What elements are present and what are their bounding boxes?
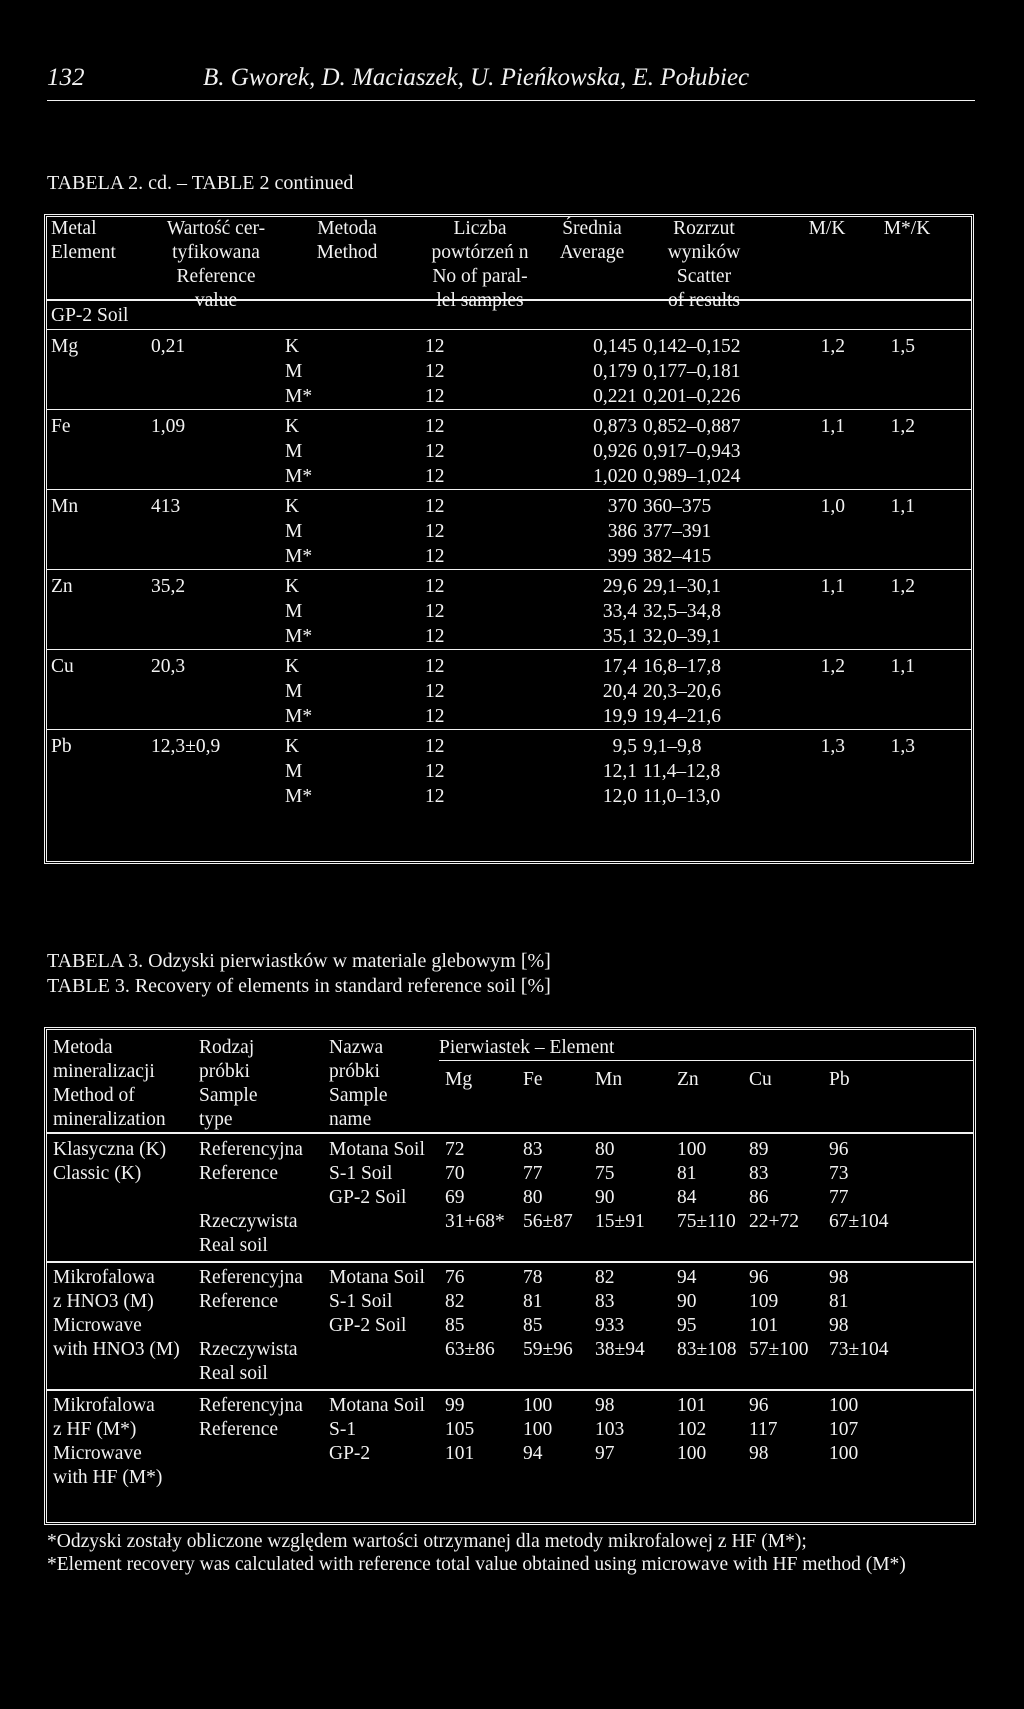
table3-value: 98 [829, 1315, 849, 1336]
table3-value: 76 [445, 1267, 465, 1288]
table2-count: 12 [425, 416, 445, 437]
table2-scatter: 360–375 [643, 496, 712, 517]
table2-scatter: 0,142–0,152 [643, 336, 741, 357]
table2-header-metal-line: Metal [51, 218, 97, 239]
table3-value: 107 [829, 1419, 859, 1440]
table2-header-count-line: lel samples [436, 290, 524, 311]
table2-metal: Fe [51, 416, 71, 437]
table2-header-method-line: Method [316, 242, 378, 263]
table2-method: M [285, 441, 303, 462]
table2-header-average-line: Średnia [562, 218, 622, 239]
table2-average: 12,0 [602, 786, 637, 807]
table2-msk: 1,2 [890, 576, 915, 597]
table2-mk: 1,1 [820, 576, 845, 597]
table2-count: 12 [425, 601, 445, 622]
table3-value: 103 [595, 1419, 625, 1440]
table2-average: 399 [607, 546, 637, 567]
table3-sample-type: Real soil [199, 1235, 268, 1256]
table3-value: 70 [445, 1163, 465, 1184]
table3-value: 38±94 [595, 1339, 645, 1360]
footnote [47, 1530, 987, 1576]
table2-header-reference-line: tyfikowana [172, 242, 260, 263]
table3-header-element: Mg [445, 1069, 473, 1090]
table3-value: 75 [595, 1163, 615, 1184]
table2-header-method-line: Metoda [317, 218, 377, 239]
table3-sample-type: Reference [199, 1163, 279, 1184]
table3-value: 96 [829, 1139, 849, 1160]
table2-count: 12 [425, 466, 445, 487]
table2-scatter: 0,917–0,943 [643, 441, 741, 462]
page-number: 132 [47, 64, 85, 91]
table2-scatter: 0,852–0,887 [643, 416, 741, 437]
table2-mk: 1,1 [820, 416, 845, 437]
table3-value: 77 [523, 1163, 543, 1184]
table3-sample-type: Referencyjna [199, 1139, 303, 1160]
table3-header-name-line: Nazwa [329, 1037, 384, 1058]
footnote-pl: *Odzyski zostały obliczone względem wartości otrzymanej dla metody mikrofalowej z HF (M*); [47, 1531, 807, 1552]
table2-method: M [285, 361, 303, 382]
table3-sample-type: Rzeczywista [199, 1211, 298, 1232]
table2-method: M* [285, 466, 313, 487]
table3-sample-name: S-1 [329, 1419, 357, 1440]
table3-sample-name: Motana Soil [329, 1267, 425, 1288]
table2-average: 12,1 [602, 761, 637, 782]
table2-header-reference-line: Reference [176, 266, 256, 287]
footnote-en: *Element recovery was calculated with reference total value obtained using microwave with HF method (M*) [47, 1554, 906, 1575]
table2-count: 12 [425, 521, 445, 542]
table2-count: 12 [425, 656, 445, 677]
table2-mk: 1,3 [820, 736, 845, 757]
table2-msk: 1,2 [890, 416, 915, 437]
table3-value: 80 [523, 1187, 543, 1208]
table2-method: K [285, 656, 300, 677]
table2-scatter: 382–415 [643, 546, 712, 567]
table3-value: 94 [523, 1443, 543, 1464]
table3-value: 72 [445, 1139, 465, 1160]
table3-value: 90 [677, 1291, 697, 1312]
table2-method: M [285, 601, 303, 622]
table2-soil-label: GP-2 Soil [51, 305, 129, 326]
table3-header-method-line: Method of [53, 1085, 135, 1106]
table3-header-type-line: Rodzaj [199, 1037, 255, 1058]
table2-scatter: 29,1–30,1 [643, 576, 721, 597]
table3-value: 63±86 [445, 1339, 495, 1360]
table2-scatter: 11,4–12,8 [643, 761, 721, 782]
table2 [44, 214, 974, 864]
table3-value: 100 [677, 1443, 707, 1464]
table2-reference-value: 413 [151, 496, 181, 517]
table2-average: 29,6 [602, 576, 637, 597]
table2-header-scatter-line: Scatter [676, 266, 732, 287]
table2-msk: 1,5 [890, 336, 915, 357]
table2-header-average-line: Average [559, 242, 625, 263]
table2-average: 19,9 [602, 706, 637, 727]
table3-value: 99 [445, 1395, 465, 1416]
table3-sample-name: GP-2 [329, 1443, 371, 1464]
table2-mk: 1,2 [820, 336, 845, 357]
table2-caption: TABELA 2. cd. – TABLE 2 continued [47, 172, 354, 194]
table2-group-rule [47, 409, 971, 410]
table2-reference-value: 0,21 [151, 336, 186, 357]
table2-reference-value: 12,3±0,9 [151, 736, 221, 757]
table3-value: 83 [523, 1139, 543, 1160]
table2-scatter: 0,989–1,024 [643, 466, 741, 487]
table2-header-mk: M/K [808, 218, 846, 239]
table3-sample-type: Referencyjna [199, 1267, 303, 1288]
table3-value: 933 [595, 1315, 625, 1336]
table3-value: 82 [595, 1267, 615, 1288]
table2-average: 0,873 [593, 416, 637, 437]
table2-header-rule [47, 299, 971, 301]
table2-group-rule [47, 569, 971, 570]
table3-value: 85 [523, 1315, 543, 1336]
table2-metal: Zn [51, 576, 73, 597]
table2-count: 12 [425, 336, 445, 357]
table3-value: 100 [829, 1395, 859, 1416]
table2-method: M [285, 521, 303, 542]
table3-value: 82 [445, 1291, 465, 1312]
table2-method: K [285, 736, 300, 757]
table3-value: 89 [749, 1139, 769, 1160]
table2-header-count-line: No of paral- [432, 266, 528, 287]
table3-method-line: z HNO3 (M) [53, 1291, 154, 1312]
table3-value: 78 [523, 1267, 543, 1288]
table2-count: 12 [425, 626, 445, 647]
table3-value: 105 [445, 1419, 475, 1440]
table2-mk: 1,2 [820, 656, 845, 677]
table3-method-line: Microwave [53, 1443, 142, 1464]
table2-header-count-line: Liczba [453, 218, 507, 239]
table3-header-name-line: Sample [329, 1085, 388, 1106]
table3-value: 56±87 [523, 1211, 573, 1232]
table3-sample-name: GP-2 Soil [329, 1315, 407, 1336]
table3-sample-type: Real soil [199, 1363, 268, 1384]
table3-header-name-line: próbki [329, 1061, 380, 1082]
table3-value: 15±91 [595, 1211, 645, 1232]
table3-header-element: Zn [677, 1069, 699, 1090]
table3 [44, 1027, 976, 1525]
table2-count: 12 [425, 441, 445, 462]
table3-value: 94 [677, 1267, 697, 1288]
table3-value: 96 [749, 1267, 769, 1288]
table2-scatter: 9,1–9,8 [643, 736, 702, 757]
table2-average: 0,145 [593, 336, 637, 357]
table3-method-line: with HNO3 (M) [53, 1339, 180, 1360]
table3-header-name-line: name [329, 1109, 372, 1130]
table3-header-element: Pb [829, 1069, 850, 1090]
table2-msk: 1,1 [890, 656, 915, 677]
table3-value: 95 [677, 1315, 697, 1336]
table2-method: M* [285, 786, 313, 807]
table2-header-scatter-line: of results [667, 290, 741, 311]
table3-value: 96 [749, 1395, 769, 1416]
table3-sample-name: Motana Soil [329, 1395, 425, 1416]
table3-header-method-line: mineralization [53, 1109, 166, 1130]
table2-method: K [285, 576, 300, 597]
table2-group-rule [47, 649, 971, 650]
table3-header-type-line: próbki [199, 1061, 250, 1082]
table3-header-element-group: Pierwiastek – Element [439, 1037, 615, 1058]
running-header [47, 64, 975, 104]
table3-sample-name: S-1 Soil [329, 1291, 393, 1312]
table2-method: M* [285, 386, 313, 407]
table2-header-count-line: powtórzeń n [431, 242, 529, 263]
table2-count: 12 [425, 386, 445, 407]
table3-method-line: Mikrofalowa [53, 1395, 155, 1416]
table3-value: 98 [595, 1395, 615, 1416]
table2-method: M [285, 761, 303, 782]
table2-scatter: 377–391 [643, 521, 712, 542]
table3-method-line: Microwave [53, 1315, 142, 1336]
table2-soil-rule [47, 329, 971, 330]
table3-value: 81 [829, 1291, 849, 1312]
table3-sample-name: GP-2 Soil [329, 1187, 407, 1208]
table3-value: 101 [677, 1395, 707, 1416]
table2-metal: Pb [51, 736, 72, 757]
table2-scatter: 11,0–13,0 [643, 786, 721, 807]
table2-count: 12 [425, 761, 445, 782]
table3-value: 83±108 [677, 1339, 737, 1360]
table3-value: 100 [829, 1443, 859, 1464]
table3-sample-name: Motana Soil [329, 1139, 425, 1160]
table2-count: 12 [425, 361, 445, 382]
table3-value: 100 [677, 1139, 707, 1160]
table3-value: 69 [445, 1187, 465, 1208]
table2-header-scatter-line: Rozrzut [673, 218, 735, 239]
table3-header-element: Cu [749, 1069, 772, 1090]
table2-scatter: 32,0–39,1 [643, 626, 721, 647]
table2-group-rule [47, 489, 971, 490]
table3-value: 67±104 [829, 1211, 889, 1232]
table3-block-rule [47, 1261, 973, 1263]
table2-scatter: 0,177–0,181 [643, 361, 741, 382]
table2-average: 0,179 [593, 361, 637, 382]
table3-value: 109 [749, 1291, 779, 1312]
table3-value: 83 [595, 1291, 615, 1312]
table3-method-line: z HF (M*) [53, 1419, 137, 1440]
table3-value: 81 [677, 1163, 697, 1184]
table2-header-metal-line: Element [51, 242, 116, 263]
table3-header-rule [47, 1132, 973, 1134]
table3-sample-type: Reference [199, 1419, 279, 1440]
table3-value: 73 [829, 1163, 849, 1184]
table2-group-rule [47, 729, 971, 730]
table3-value: 102 [677, 1419, 707, 1440]
table2-msk: 1,1 [890, 496, 915, 517]
table2-count: 12 [425, 546, 445, 567]
table3-value: 98 [829, 1267, 849, 1288]
table3-value: 101 [749, 1315, 779, 1336]
table2-scatter: 0,201–0,226 [643, 386, 741, 407]
table2-average: 1,020 [593, 466, 637, 487]
table3-value: 84 [677, 1187, 697, 1208]
table2-count: 12 [425, 576, 445, 597]
table3-method-line: Classic (K) [53, 1163, 142, 1184]
table2-method: M* [285, 626, 313, 647]
table3-header-type-line: type [199, 1109, 233, 1130]
table3-caption-en: TABLE 3. Recovery of elements in standard reference soil [%] [47, 975, 551, 997]
table3-value: 83 [749, 1163, 769, 1184]
table2-average: 0,926 [593, 441, 637, 462]
table2-method: K [285, 336, 300, 357]
table3-value: 81 [523, 1291, 543, 1312]
table3-value: 97 [595, 1443, 615, 1464]
table2-metal: Mn [51, 496, 79, 517]
table3-value: 77 [829, 1187, 849, 1208]
table3-sample-type: Rzeczywista [199, 1339, 298, 1360]
table3-value: 31+68* [445, 1211, 505, 1232]
table3-element-group-rule [439, 1060, 973, 1061]
table2-average: 35,1 [602, 626, 637, 647]
table2-header-reference-line: Wartość cer- [166, 218, 266, 239]
table2-metal: Cu [51, 656, 74, 677]
table2-average: 370 [607, 496, 637, 517]
table3-method-line: Mikrofalowa [53, 1267, 155, 1288]
table3-value: 75±110 [677, 1211, 736, 1232]
table2-method: M [285, 681, 303, 702]
table2-header-reference-line: value [194, 290, 238, 311]
table3-value: 80 [595, 1139, 615, 1160]
table2-reference-value: 35,2 [151, 576, 186, 597]
table3-method-line: with HF (M*) [53, 1467, 163, 1488]
table2-count: 12 [425, 496, 445, 517]
header-rule [47, 100, 975, 101]
table3-value: 117 [749, 1419, 778, 1440]
table2-scatter: 20,3–20,6 [643, 681, 721, 702]
table2-scatter: 32,5–34,8 [643, 601, 721, 622]
table2-average: 9,5 [612, 736, 637, 757]
table3-value: 85 [445, 1315, 465, 1336]
table3-value: 100 [523, 1419, 553, 1440]
table3-value: 86 [749, 1187, 769, 1208]
table3-value: 98 [749, 1443, 769, 1464]
table3-header-element: Mn [595, 1069, 623, 1090]
table2-count: 12 [425, 681, 445, 702]
table3-header-method-line: mineralizacji [53, 1061, 155, 1082]
table3-header-method-line: Metoda [53, 1037, 113, 1058]
table2-average: 0,221 [593, 386, 637, 407]
table3-header-element: Fe [523, 1069, 543, 1090]
table2-count: 12 [425, 736, 445, 757]
table2-average: 17,4 [602, 656, 637, 677]
table3-sample-type: Reference [199, 1291, 279, 1312]
table2-scatter: 16,8–17,8 [643, 656, 721, 677]
table2-reference-value: 20,3 [151, 656, 186, 677]
table3-value: 57±100 [749, 1339, 809, 1360]
table2-mk: 1,0 [820, 496, 845, 517]
table2-header-scatter-line: wyników [667, 242, 741, 263]
table3-header-type-line: Sample [199, 1085, 258, 1106]
table3-sample-name: S-1 Soil [329, 1163, 393, 1184]
table3-value: 22+72 [749, 1211, 799, 1232]
table2-count: 12 [425, 786, 445, 807]
table3-value: 90 [595, 1187, 615, 1208]
table3-value: 101 [445, 1443, 475, 1464]
table2-scatter: 19,4–21,6 [643, 706, 721, 727]
table3-block-rule [47, 1389, 973, 1391]
table2-method: K [285, 416, 300, 437]
table3-value: 73±104 [829, 1339, 889, 1360]
table2-metal: Mg [51, 336, 79, 357]
authors: B. Gworek, D. Maciaszek, U. Pieńkowska, E. Połubiec [203, 64, 750, 91]
table3-value: 100 [523, 1395, 553, 1416]
table2-msk: 1,3 [890, 736, 915, 757]
table2-method: M* [285, 546, 313, 567]
table2-method: M* [285, 706, 313, 727]
table3-value: 59±96 [523, 1339, 573, 1360]
table2-count: 12 [425, 706, 445, 727]
table2-header-msk: M*/K [883, 218, 931, 239]
table3-method-line: Klasyczna (K) [53, 1139, 167, 1160]
table2-average: 20,4 [602, 681, 637, 702]
table2-method: K [285, 496, 300, 517]
table3-caption-pl: TABELA 3. Odzyski pierwiastków w materiale glebowym [%] [47, 950, 551, 972]
table2-average: 386 [607, 521, 637, 542]
table3-sample-type: Referencyjna [199, 1395, 303, 1416]
table2-average: 33,4 [602, 601, 637, 622]
table2-reference-value: 1,09 [151, 416, 186, 437]
